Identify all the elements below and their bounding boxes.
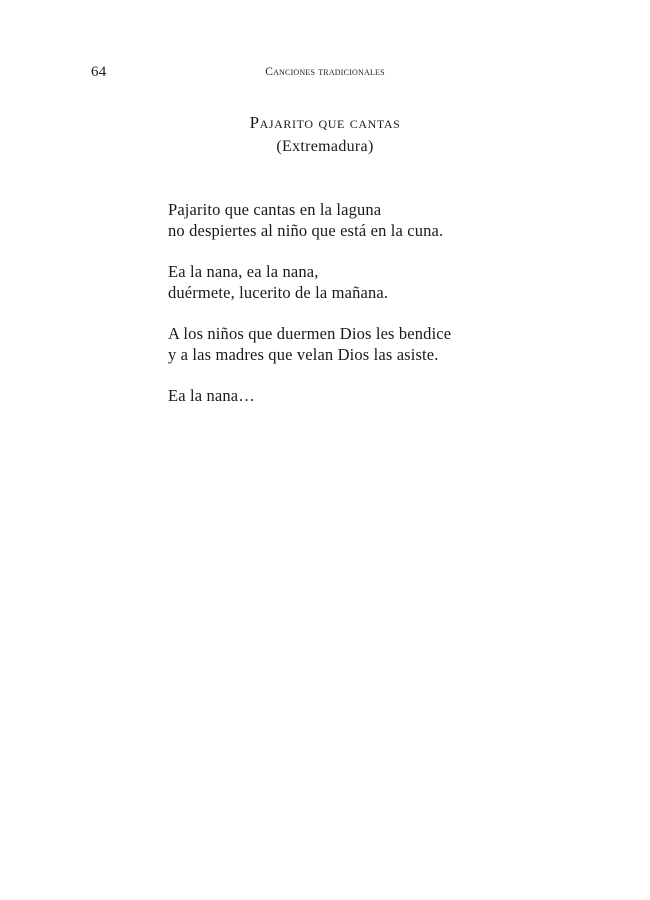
verse-line: Pajarito que cantas en la laguna: [168, 200, 382, 219]
stanza: [168, 199, 568, 241]
poem-body: [168, 199, 568, 426]
stanza: [168, 261, 568, 303]
verse-line: A los niños que duermen Dios les bendice: [168, 324, 452, 343]
poem-region: (Extremadura): [276, 138, 374, 155]
page-number: 64: [91, 64, 107, 80]
verse-line: no despiertes al niño que está en la cuna.: [168, 221, 444, 240]
verse-line: duérmete, lucerito de la mañana.: [168, 283, 389, 302]
verse-line: Ea la nana…: [168, 386, 255, 405]
book-title: Canciones tradicionales: [265, 66, 385, 78]
verse-line: y a las madres que velan Dios las asiste.: [168, 345, 439, 364]
poem-title: Pajarito que cantas: [249, 113, 401, 132]
stanza: [168, 385, 568, 406]
running-head: [0, 64, 650, 84]
verse-line: Ea la nana, ea la nana,: [168, 262, 319, 281]
poem-heading: [0, 112, 650, 158]
stanza: [168, 323, 568, 365]
